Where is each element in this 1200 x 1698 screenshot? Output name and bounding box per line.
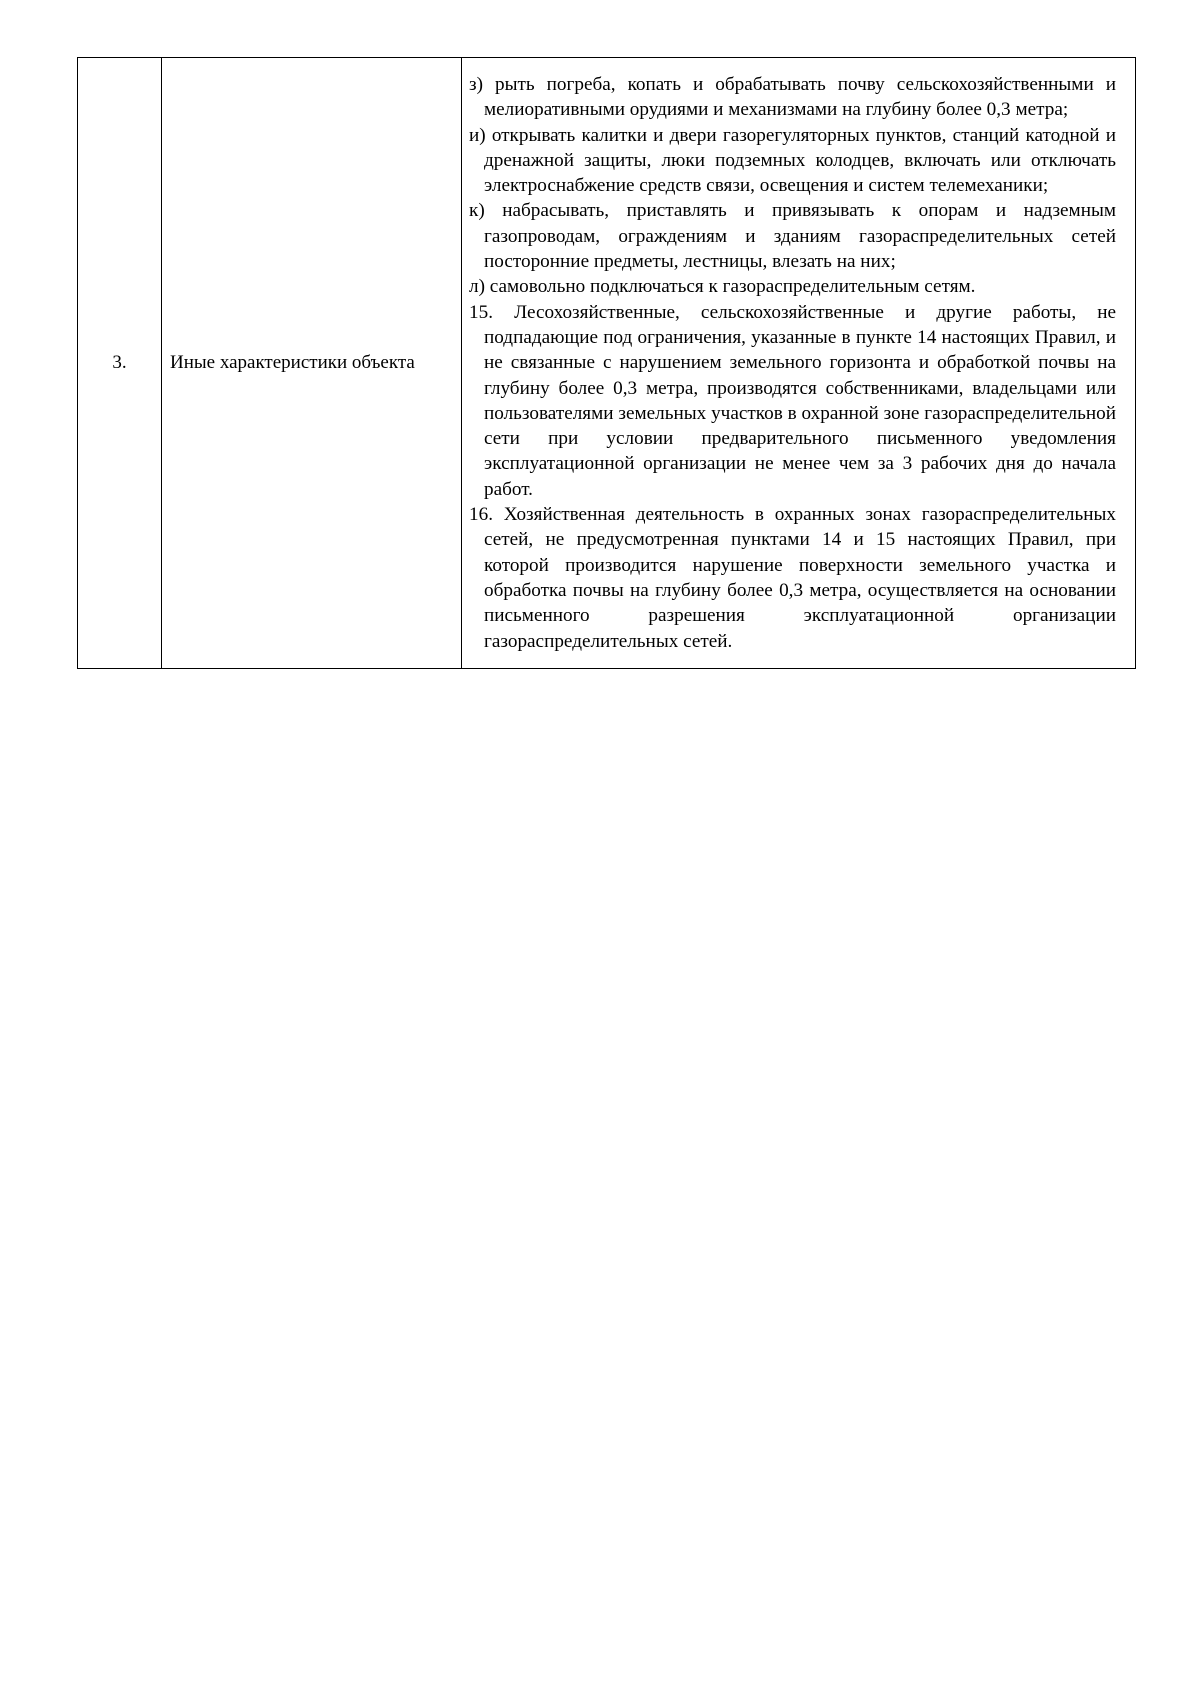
paragraph-16: 16. Хозяйственная деятельность в охранных зонах газораспределительных сетей, не предусмотренная пунктами 14 и 15 настоящих Правил, при которой производится нарушение поверхности земельного участка и обработка почвы на глубину более 0,3 метра, осуществляется на основании письменного разрешения эксплуатационной организации газораспределительных сетей. <box>469 504 1116 652</box>
characteristics-table <box>77 57 1136 669</box>
row-number-cell <box>78 58 162 669</box>
row-number: 3. <box>112 351 127 373</box>
paragraph-z: з) рыть погреба, копать и обрабатывать почву сельскохозяйственными и мелиоративными орудиями и механизмами на глубину более 0,3 метра; <box>469 74 1116 121</box>
row-text-cell <box>462 58 1136 669</box>
paragraph-i: и) открывать калитки и двери газорегуляторных пунктов, станций катодной и дренажной защиты, люки подземных колодцев, включать или отключать электроснабжение средств связи, освещения и систем телемеханики; <box>469 124 1116 197</box>
row-name: Иные характеристики объекта <box>170 351 415 373</box>
table-row <box>78 58 1136 669</box>
paragraph-l: л) самовольно подключаться к газораспределительным сетям. <box>469 276 976 298</box>
row-name-cell <box>162 58 462 669</box>
paragraph-15: 15. Лесохозяйственные, сельскохозяйственные и другие работы, не подпадающие под ограничения, указанные в пункте 14 настоящих Правил, и не связанные с нарушением земельного горизонта и обработкой почвы на глубину более 0,3 метра, производятся собственниками, владельцами или пользователями земельных участков в охранной зоне газораспределительной сети при условии предварительного письменного уведомления эксплуатационной организации не менее чем за 3 рабочих дня до начала работ. <box>469 301 1116 500</box>
paragraph-k: к) набрасывать, приставлять и привязывать к опорам и надземным газопроводам, ограждениям и зданиям газораспределительных сетей посторонние предметы, лестницы, влезать на них; <box>469 200 1116 273</box>
